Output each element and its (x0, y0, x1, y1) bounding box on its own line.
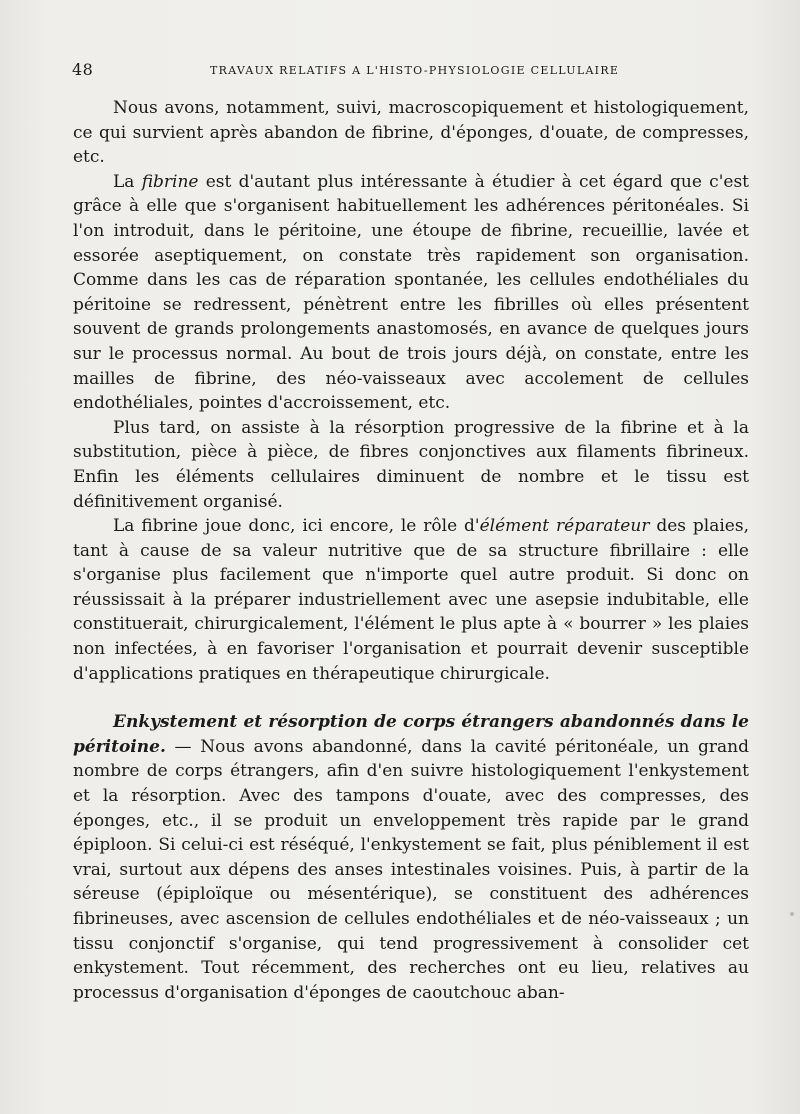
paragraph-2-intro: La (113, 171, 142, 192)
paragraph-2-rest: est d'autant plus intéressante à étudier à cet égard que c'est grâce à elle que s'organisent habituellement les adhérences péritonéales. Si l'on introduit, dans le péritoine, une étoupe de fibrine, recueillie, lavée et essorée aseptiquement, on constate très rapidement son organisation. Comme dans les cas de réparation spontanée, les cellules endothéliales du péritoine se redressent, pénètrent entre les fibrilles où elles présentent souvent de grands prolongements anastomosés, en avance de quelques jours sur le processus normal. Au bout de trois jours déjà, on constate, entre les mailles de fibrine, des néo-vaisseaux avec accolement de cellules endothéliales, pointes d'accroissement, etc. (73, 171, 749, 414)
page-header (72, 60, 748, 84)
body-text (73, 96, 749, 1005)
paragraph-4 (73, 514, 749, 686)
paragraph-4-rest: des plaies, tant à cause de sa valeur nutritive que de sa structure fibrillaire : elle s'organise plus facilement que n'importe quel autre produit. Si donc on réussissait à la préparer industriellement avec une asepsie indubitable, elle constituerait, chirurgicalement, l'élément le plus apte à « bourrer » les plaies non infectées, à en favoriser l'organisation et pourrait devenir susceptible d'applications pratiques en thérapeutique chirurgicale. (73, 516, 749, 684)
paragraph-4-intro: La fibrine joue donc, ici encore, le rôle d' (113, 516, 480, 537)
running-head: TRAVAUX RELATIFS A L'HISTO-PHYSIOLOGIE CELLULAIRE (210, 64, 620, 77)
paragraph-1: Nous avons, notamment, suivi, macroscopiquement et histologiquement, ce qui survient après abandon de fibrine, d'éponges, d'ouate, de compresses, etc. (73, 98, 749, 168)
paragraph-3: Plus tard, on assiste à la résorption progressive de la fibrine et à la substitution, pièce à pièce, de fibres conjonctives aux filaments fibrineux. Enfin les éléments cellulaires diminuent de nombre et le tissu est définitivement organisé. (73, 417, 749, 512)
paragraph-2-emphasis: fibrine (141, 171, 199, 192)
section-paragraph (73, 710, 749, 1005)
scan-speck (790, 912, 794, 916)
paragraph-2 (73, 170, 749, 416)
page-number: 48 (72, 60, 94, 79)
section-gap (73, 686, 749, 710)
section-title: Enkystement et résorption de corps étrangers abandonnés dans le péritoine. (73, 712, 749, 757)
paragraph-4-emphasis: élément réparateur (479, 516, 650, 537)
section-body: — Nous avons abandonné, dans la cavité péritonéale, un grand nombre de corps étrangers, afin d'en suivre histologiquement l'enkystement et la résorption. Avec des tampons d'ouate, avec des compresses, des éponges, etc., il se produit un enveloppement très rapide par le grand épiploon. Si celui-ci est réséqué, l'enkystement se fait, plus péniblement il est vrai, surtout aux dépens des anses intestinales voisines. Puis, à partir de la séreuse (épiploïque ou mésentérique), se constituent des adhérences fibrineuses, avec ascension de cellules endothéliales et de néo-vaisseaux ; un tissu conjonctif s'organise, qui tend progressivement à consolider cet enkystement. Tout récemment, des recherches ont eu lieu, relatives au processus d'organisation d'éponges de caoutchouc aban- (73, 736, 749, 1003)
